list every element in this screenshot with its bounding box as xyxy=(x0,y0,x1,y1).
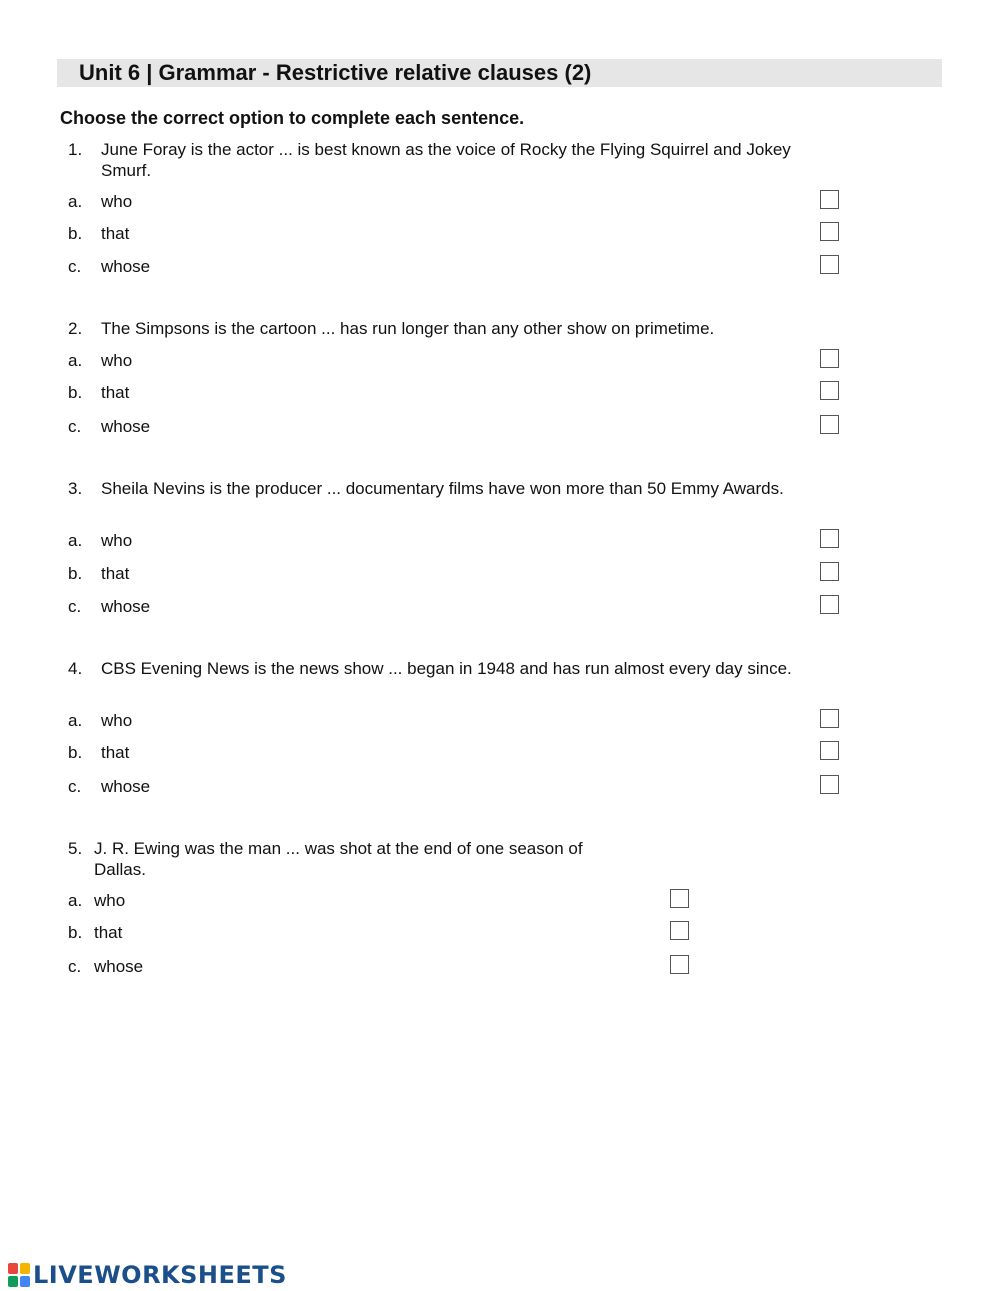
q1-option-a xyxy=(0,191,1000,215)
q5-option-b-checkbox[interactable] xyxy=(670,921,689,940)
option-text: whose xyxy=(101,597,151,616)
option-letter: c. xyxy=(68,417,82,436)
q2-option-b xyxy=(0,382,1000,406)
q3-option-b-checkbox[interactable] xyxy=(820,562,839,581)
q4-option-b xyxy=(0,742,1000,766)
liveworksheets-logo[interactable] xyxy=(8,1260,287,1290)
option-text: that xyxy=(101,564,130,583)
q1-option-c-checkbox[interactable] xyxy=(820,255,839,274)
option-text: who xyxy=(101,192,133,211)
q4-option-b-checkbox[interactable] xyxy=(820,741,839,760)
option-text: that xyxy=(101,224,130,243)
question-text: Sheila Nevins is the producer ... documentary films have won more than 50 Emmy Awards. xyxy=(101,479,784,498)
q1-option-c xyxy=(0,256,1000,280)
liveworksheets-logo-icon xyxy=(8,1263,30,1287)
q4-option-c-checkbox[interactable] xyxy=(820,775,839,794)
question-number: 1. xyxy=(68,140,83,159)
q1-option-a-checkbox[interactable] xyxy=(820,190,839,209)
option-letter: b. xyxy=(68,923,83,942)
q2-option-a-checkbox[interactable] xyxy=(820,349,839,368)
option-letter: c. xyxy=(68,957,82,976)
option-letter: b. xyxy=(68,224,83,243)
q5-option-c-checkbox[interactable] xyxy=(670,955,689,974)
q4-option-c xyxy=(0,776,1000,800)
option-letter: a. xyxy=(68,711,83,730)
question-number: 2. xyxy=(68,319,83,338)
q1-option-b-checkbox[interactable] xyxy=(820,222,839,241)
q5-option-b xyxy=(0,922,1000,946)
option-text: whose xyxy=(101,417,151,436)
option-letter: c. xyxy=(68,257,82,276)
q2-option-c-checkbox[interactable] xyxy=(820,415,839,434)
q3-option-c xyxy=(0,596,1000,620)
page-title: Unit 6 | Grammar - Restrictive relative clauses (2) xyxy=(79,60,592,85)
option-text: whose xyxy=(101,257,151,276)
option-letter: b. xyxy=(68,564,83,583)
q3-option-c-checkbox[interactable] xyxy=(820,595,839,614)
option-text: that xyxy=(101,383,130,402)
option-letter: b. xyxy=(68,743,83,762)
option-text: whose xyxy=(94,957,144,976)
q2-option-b-checkbox[interactable] xyxy=(820,381,839,400)
question-text: The Simpsons is the cartoon ... has run longer than any other show on primetime. xyxy=(101,319,715,338)
logo-text: LIVEWORKSHEETS xyxy=(33,1261,287,1289)
option-text: that xyxy=(94,923,123,942)
option-letter: c. xyxy=(68,597,82,616)
question-text: CBS Evening News is the news show ... began in 1948 and has run almost every day since. xyxy=(101,659,792,678)
q2-option-c xyxy=(0,416,1000,440)
option-text: whose xyxy=(101,777,151,796)
option-letter: c. xyxy=(68,777,82,796)
option-letter: a. xyxy=(68,531,83,550)
instructions: Choose the correct option to complete each sentence. xyxy=(60,108,525,128)
option-text: who xyxy=(101,351,133,370)
question-number: 3. xyxy=(68,479,83,498)
q5-option-a xyxy=(0,890,1000,914)
option-letter: b. xyxy=(68,383,83,402)
q4-option-a xyxy=(0,710,1000,734)
question-text: J. R. Ewing was the man ... was shot at the end of one season of Dallas. xyxy=(94,839,583,879)
question-number: 5. xyxy=(68,839,83,858)
question-text: June Foray is the actor ... is best known as the voice of Rocky the Flying Squirrel and Jokey Smurf. xyxy=(101,140,791,180)
option-text: that xyxy=(101,743,130,762)
q5-option-a-checkbox[interactable] xyxy=(670,889,689,908)
option-letter: a. xyxy=(68,891,83,910)
option-letter: a. xyxy=(68,351,83,370)
title-bar xyxy=(57,59,942,87)
question-number: 4. xyxy=(68,659,83,678)
q2-option-a xyxy=(0,350,1000,374)
q3-option-b xyxy=(0,563,1000,587)
option-letter: a. xyxy=(68,192,83,211)
q3-option-a xyxy=(0,530,1000,554)
q4-option-a-checkbox[interactable] xyxy=(820,709,839,728)
q3-option-a-checkbox[interactable] xyxy=(820,529,839,548)
q5-option-c xyxy=(0,956,1000,980)
option-text: who xyxy=(101,531,133,550)
option-text: who xyxy=(101,711,133,730)
q1-option-b xyxy=(0,223,1000,247)
option-text: who xyxy=(94,891,126,910)
